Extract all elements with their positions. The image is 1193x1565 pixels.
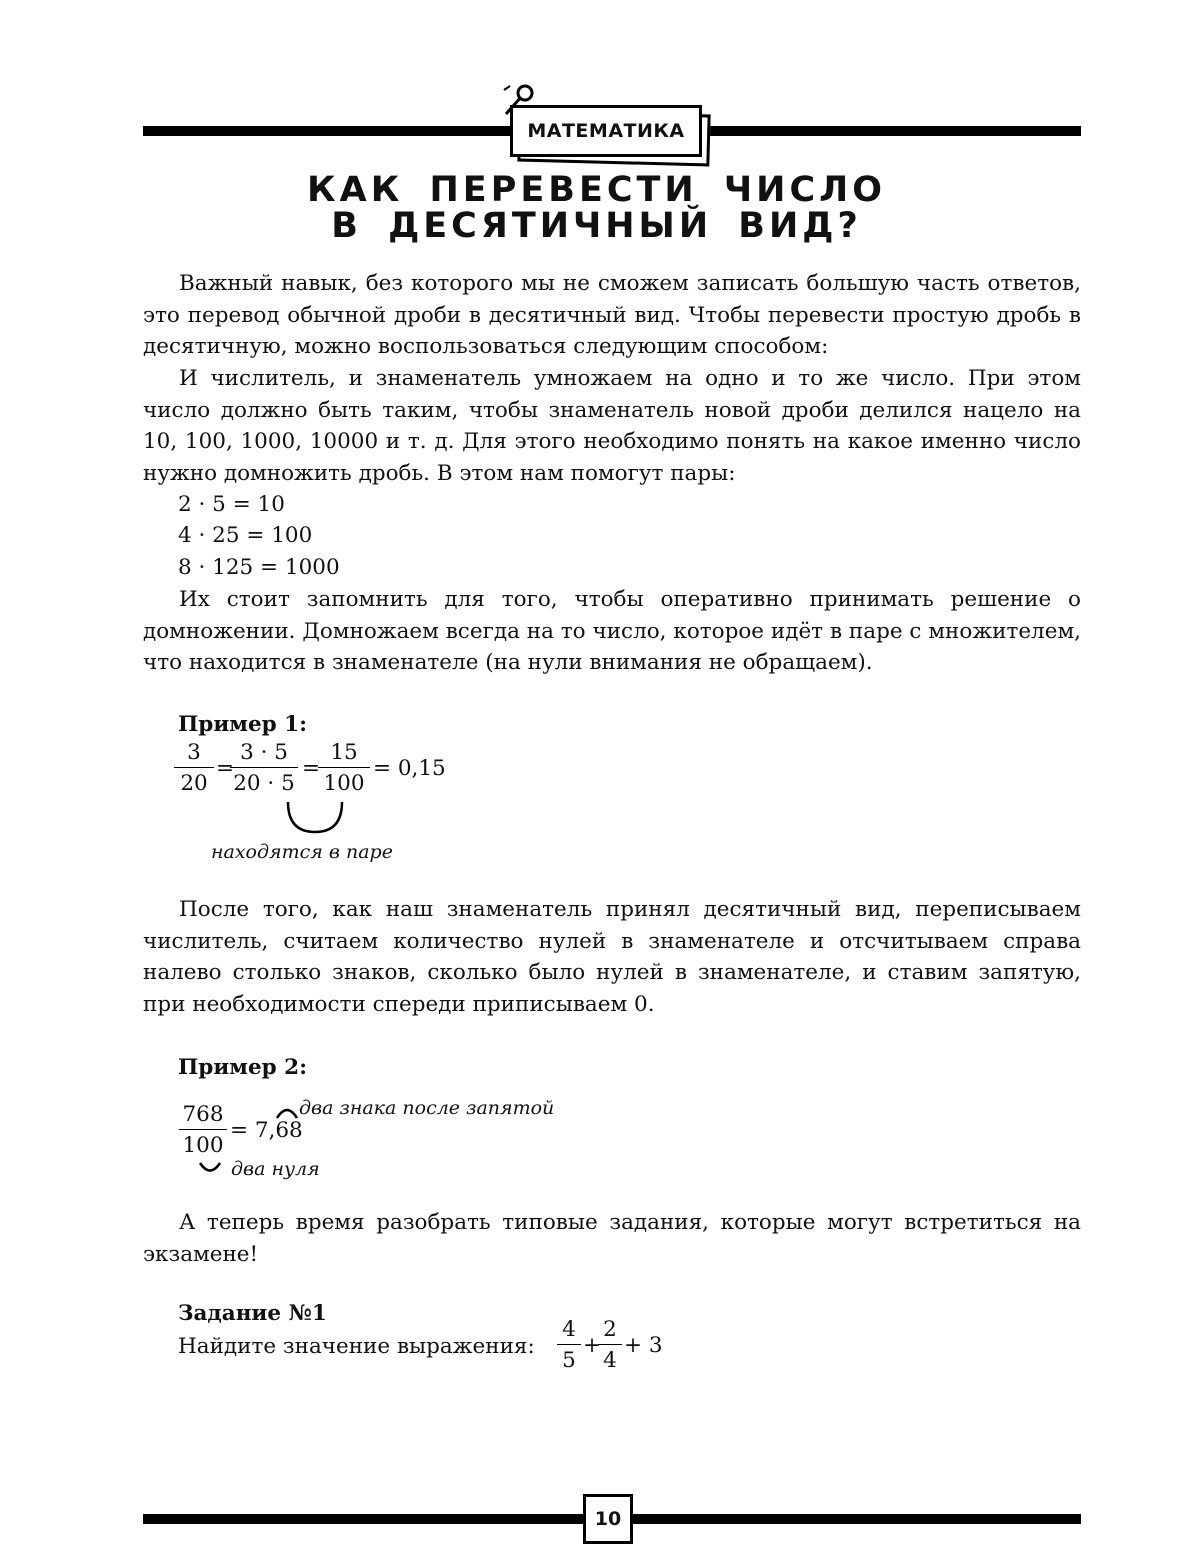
intro-paragraph-3: Их стоит запомнить для того, чтобы оперативно принимать решение о домножении. Домножаем всегда на то число, которое идёт в паре с множителем, что находится в знаменателе (на нули внимания не обращаем). [143,587,1081,675]
example-1-fraction-3: $\frac{15}{100}$ [318,741,370,796]
intro-paragraph-1: Важный навык, без которого мы не сможем записать большую часть ответов, это перевод обычной дроби в десятичный вид. Чтобы перевести простую дробь в десятичную, можно воспользоваться следующим способом: [143,271,1081,359]
example-2-note-top: два знака после запятой [299,1097,555,1119]
intro-paragraph-2: И числитель, и знаменатель умножаем на одно и то же число. При этом число должно быть таким, чтобы знаменатель новой дроби делился нацело на 10, 100, 1000, 10000 и т. д. Для этого необходимо понять на какое именно число нужно домножить дробь. В этом нам помогут пары: [143,366,1081,486]
page-title-line-1: КАК ПЕРЕВЕСТИ ЧИСЛО [307,170,886,210]
header-rule-right [700,126,1081,136]
middle-paragraph: После того, как наш знаменатель принял десятичный вид, переписываем числитель, считаем количество нулей в знаменателе и отсчитываем справа налево столько знаков, сколько было нулей в знаменателе, и ставим запятую, при необходимости спереди приписываем 0. [143,897,1081,1017]
outro-paragraph: А теперь время разобрать типовые задания, которые могут встретиться на экзамене! [143,1210,1081,1267]
pushpin-icon [498,82,538,122]
pair-3: 8 · 125 = 1000 [178,555,340,580]
task-1-fraction-1: $\frac{4}{5}$ [557,1318,581,1373]
example-1-fraction-1: $\frac{3}{20}$ [174,741,214,796]
example-1-note: находятся в паре [211,841,393,863]
task-1-tail: + 3 [624,1333,663,1358]
footer-rule-right [633,1514,1081,1524]
page-title-line-2: В ДЕСЯТИЧНЫЙ ВИД? [331,206,862,246]
example-2-label: Пример 2: [178,1055,308,1080]
task-1-label: Задание №1 [178,1301,327,1326]
page-number: 10 [583,1494,633,1544]
footer-rule-left [143,1514,583,1524]
top-arc-icon [274,1104,300,1120]
example-1-fraction-2: $\frac{3 \cdot 5}{20 \cdot 5}$ [230,741,298,796]
pair-2: 4 · 25 = 100 [178,523,313,548]
bottom-arc-icon [197,1160,223,1176]
example-1-label: Пример 1: [178,712,308,737]
pair-arc-icon [280,798,350,838]
subject-tag: МАТЕМАТИКА [510,105,702,157]
example-1-result: = 0,15 [373,756,446,781]
example-2-note-bottom: два нуля [231,1158,320,1180]
task-1-prompt: Найдите значение выражения: [178,1334,535,1359]
task-1-fraction-2: $\frac{2}{4}$ [598,1318,622,1373]
pair-1: 2 · 5 = 10 [178,492,285,517]
example-2-result: = 7,68 [230,1118,303,1143]
header-rule-left [143,126,511,136]
example-2-fraction: $\frac{768}{100}$ [179,1103,227,1158]
example-1-equals-2: = [302,756,321,781]
task-1-plus: + [583,1333,602,1358]
example-1-equals-1: = [216,756,235,781]
